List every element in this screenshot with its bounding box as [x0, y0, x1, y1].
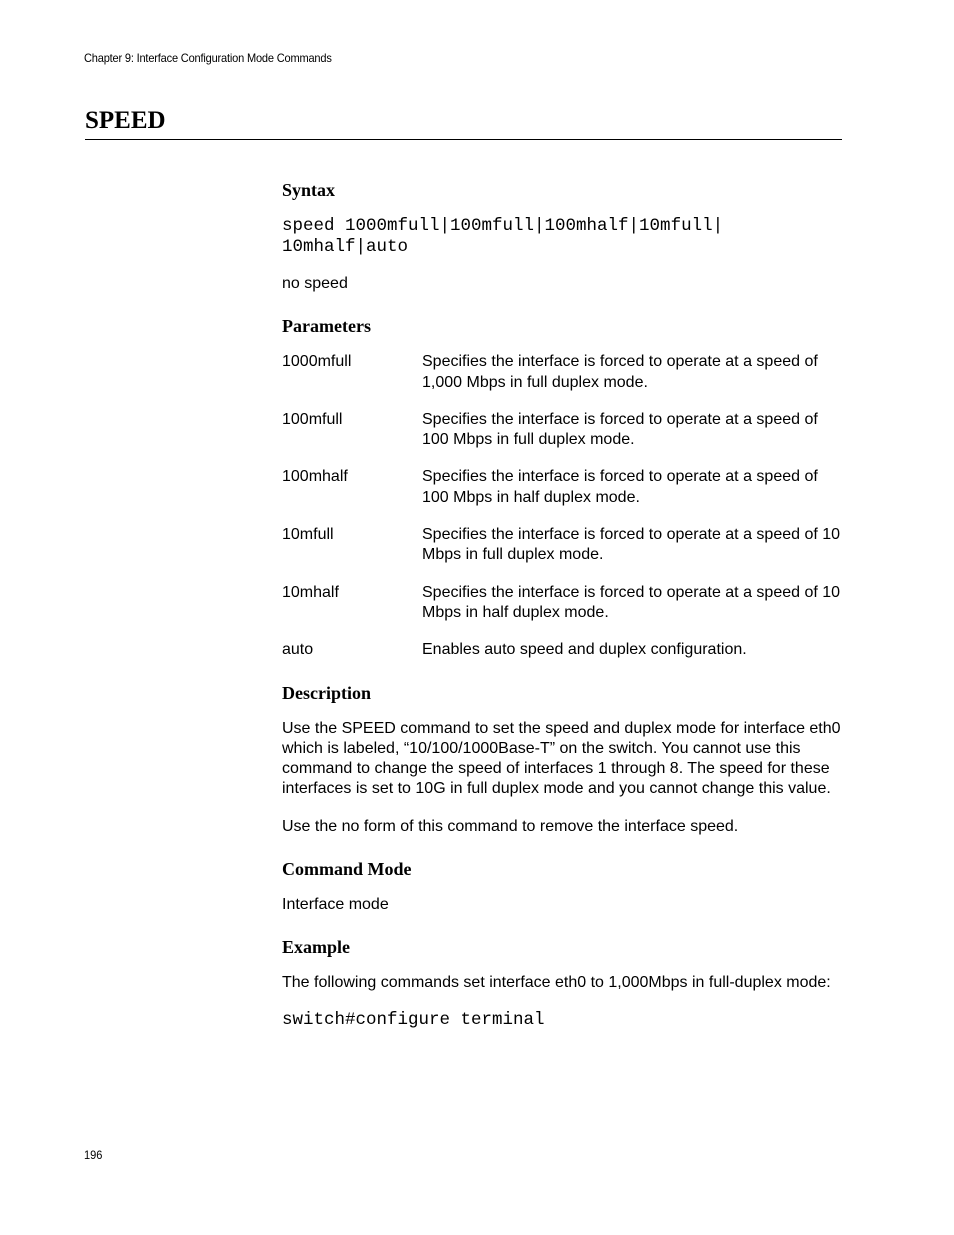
syntax-command-line-1: speed 1000mfull|100mfull|100mhalf|10mfull| — [282, 216, 724, 236]
parameters-heading: Parameters — [282, 316, 371, 337]
command-mode-text: Interface mode — [282, 896, 389, 914]
parameter-name: 10mfull — [282, 526, 334, 544]
syntax-no-form: no speed — [282, 275, 348, 292]
description-paragraph-2: Use the no form of this command to remove the interface speed. — [282, 817, 739, 835]
title-rule — [85, 139, 842, 140]
parameters-table — [282, 352, 842, 660]
parameter-name: auto — [282, 641, 314, 659]
parameter-row — [282, 640, 842, 660]
page-title: SPEED — [85, 107, 166, 134]
description-paragraph-1: Use the SPEED command to set the speed and duplex mode for interface eth0 which is labeled, “10/100/1000Base-T” on the switch. You cannot use this command to change the speed of interfaces 1 through 8. The speed for these interfaces is set to 10G in full duplex mode and you cannot change this value. — [282, 719, 841, 798]
main-content — [282, 178, 842, 1047]
parameter-name: 10mhalf — [282, 583, 339, 601]
parameter-description: Specifies the interface is forced to operate at a speed of 1,000 Mbps in full duplex mode. — [422, 353, 818, 391]
parameter-row — [282, 352, 842, 393]
parameter-description: Specifies the interface is forced to operate at a speed of 100 Mbps in full duplex mode. — [422, 410, 818, 449]
parameter-name: 100mfull — [282, 410, 343, 428]
example-code: switch#configure terminal — [282, 1009, 545, 1030]
parameter-name: 1000mfull — [282, 353, 352, 371]
parameter-row — [282, 467, 842, 508]
syntax-heading: Syntax — [282, 180, 336, 200]
page-number: 196 — [84, 1148, 103, 1162]
parameter-name: 100mhalf — [282, 468, 348, 486]
parameter-row — [282, 583, 842, 624]
parameter-description: Specifies the interface is forced to operate at a speed of 10 Mbps in half duplex mode. — [422, 583, 841, 621]
parameter-description: Specifies the interface is forced to operate at a speed of 100 Mbps in half duplex mode. — [422, 468, 818, 506]
parameter-description: Specifies the interface is forced to operate at a speed of 10 Mbps in full duplex mode. — [422, 526, 841, 564]
parameter-description: Enables auto speed and duplex configuration. — [422, 641, 747, 659]
syntax-command — [282, 216, 842, 258]
example-heading: Example — [282, 937, 351, 958]
parameter-row — [282, 410, 842, 451]
parameter-row — [282, 525, 842, 566]
syntax-command-line-2: 10mhalf|auto — [282, 237, 409, 257]
command-mode-heading: Command Mode — [282, 859, 412, 880]
example-text: The following commands set interface eth0 to 1,000Mbps in full-duplex mode: — [282, 974, 831, 992]
description-heading: Description — [282, 682, 371, 703]
running-header: Chapter 9: Interface Configuration Mode Commands — [84, 51, 332, 65]
